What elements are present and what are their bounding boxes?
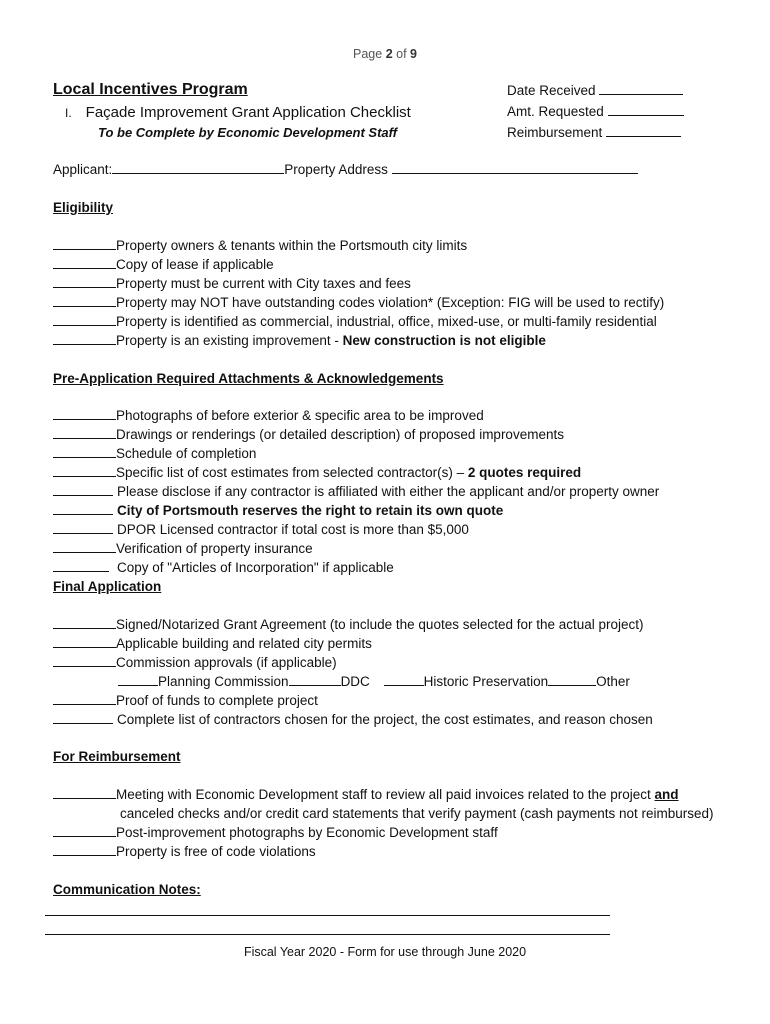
applicant-row [53, 162, 638, 177]
check-blank[interactable] [53, 427, 116, 439]
checklist-title-text: Façade Improvement Grant Application Checklist [85, 104, 411, 121]
checklist-item: Applicable building and related city permits [53, 636, 372, 651]
check-blank[interactable] [53, 408, 116, 420]
check-blank[interactable] [548, 674, 596, 686]
check-blank[interactable] [53, 787, 116, 799]
pre-application-heading: Pre-Application Required Attachments & Acknowledgements [53, 371, 444, 386]
reimbursement-heading: For Reimbursement [53, 749, 181, 764]
commission-approvals-row: Planning Commission DDC Historic Preservation Other [118, 674, 630, 689]
checklist-title [65, 104, 411, 121]
checklist-item: Schedule of completion [53, 446, 256, 461]
check-blank[interactable] [53, 257, 116, 269]
check-blank[interactable] [53, 446, 116, 458]
property-address-blank[interactable] [392, 162, 638, 174]
checklist-item: Property must be current with City taxes and fees [53, 276, 411, 291]
check-blank[interactable] [53, 825, 116, 837]
check-blank[interactable] [53, 314, 116, 326]
checklist-item: Drawings or renderings (or detailed description) of proposed improvements [53, 427, 564, 442]
checklist-item: Meeting with Economic Development staff to review all paid invoices related to the project and [53, 787, 679, 802]
checklist-item: Signed/Notarized Grant Agreement (to include the quotes selected for the actual project) [53, 617, 644, 632]
checklist-item-continued: canceled checks and/or credit card statements that verify payment (cash payments not reimbursed) [120, 806, 714, 821]
check-blank[interactable] [118, 674, 158, 686]
staff-note: To be Complete by Economic Development Staff [98, 125, 398, 140]
date-received-field [507, 83, 683, 98]
checklist-item: Property is free of code violations [53, 844, 316, 859]
check-blank[interactable] [53, 693, 116, 705]
check-blank[interactable] [53, 295, 116, 307]
checklist-item: Commission approvals (if applicable) [53, 655, 337, 670]
checklist-item: Property is an existing improvement - New construction is not eligible [53, 333, 546, 348]
check-blank[interactable] [53, 560, 109, 572]
amt-requested-blank[interactable] [608, 104, 684, 116]
check-blank[interactable] [53, 617, 116, 629]
checklist-item: Please disclose if any contractor is affiliated with either the applicant and/or property owner [53, 484, 659, 499]
amt-requested-label: Amt. Requested [507, 104, 604, 119]
check-blank[interactable] [53, 655, 116, 667]
check-blank[interactable] [53, 636, 116, 648]
applicant-blank[interactable] [112, 162, 284, 174]
page-current: 2 [385, 47, 393, 61]
checklist-item: Complete list of contractors chosen for the project, the cost estimates, and reason chosen [53, 712, 653, 727]
check-blank[interactable] [384, 674, 424, 686]
checklist-item: Copy of "Articles of Incorporation" if applicable [53, 560, 394, 575]
eligibility-heading: Eligibility [53, 200, 114, 215]
page-indicator [0, 47, 770, 61]
notes-line[interactable] [45, 934, 610, 935]
check-blank[interactable] [53, 465, 116, 477]
checklist-item: DPOR Licensed contractor if total cost is more than $5,000 [53, 522, 469, 537]
checklist-item: Copy of lease if applicable [53, 257, 274, 272]
checklist-item: Post-improvement photographs by Economic Development staff [53, 825, 498, 840]
checklist-item: City of Portsmouth reserves the right to retain its own quote [53, 503, 503, 518]
check-blank[interactable] [53, 503, 113, 515]
notes-line[interactable] [45, 915, 610, 916]
page-label: Page [353, 47, 383, 61]
amt-requested-field [507, 104, 684, 119]
applicant-label: Applicant: [53, 162, 113, 177]
reimbursement-label: Reimbursement [507, 125, 603, 140]
check-blank[interactable] [53, 844, 116, 856]
check-blank[interactable] [53, 484, 113, 496]
check-blank[interactable] [53, 522, 113, 534]
section-numeral: I. [65, 106, 72, 120]
footer-text: Fiscal Year 2020 - Form for use through June 2020 [243, 945, 527, 959]
checklist-item: Property owners & tenants within the Portsmouth city limits [53, 238, 467, 253]
check-blank[interactable] [53, 541, 116, 553]
reimbursement-field [507, 125, 681, 140]
check-blank[interactable] [53, 333, 116, 345]
page-total: 9 [410, 47, 417, 61]
date-received-label: Date Received [507, 83, 596, 98]
page-of: of [396, 47, 407, 61]
checklist-item: Property is identified as commercial, industrial, office, mixed-use, or multi-family residential [53, 314, 657, 329]
check-blank[interactable] [289, 674, 341, 686]
checklist-item: Property may NOT have outstanding codes violation* (Exception: FIG will be used to rectify) [53, 295, 664, 310]
check-blank[interactable] [53, 712, 113, 724]
program-title: Local Incentives Program [53, 81, 248, 98]
communication-notes-heading: Communication Notes: [53, 882, 201, 897]
check-blank[interactable] [53, 276, 116, 288]
property-address-label: Property Address [284, 162, 388, 177]
final-application-heading: Final Application [53, 579, 162, 594]
checklist-item: Photographs of before exterior & specific area to be improved [53, 408, 484, 423]
checklist-item: Verification of property insurance [53, 541, 313, 556]
check-blank[interactable] [53, 238, 116, 250]
checklist-item: Proof of funds to complete project [53, 693, 318, 708]
date-received-blank[interactable] [599, 83, 683, 95]
reimbursement-blank[interactable] [606, 125, 681, 137]
checklist-item: Specific list of cost estimates from selected contractor(s) – 2 quotes required [53, 465, 581, 480]
